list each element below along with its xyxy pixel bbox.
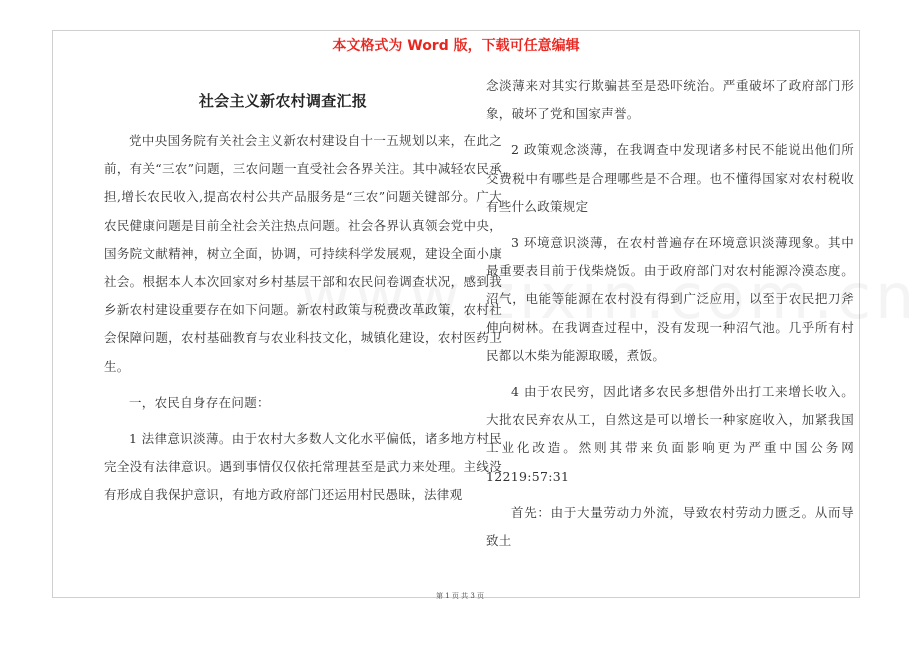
paragraph: 2 政策观念淡薄，在我调查中发现诸多村民不能说出他们所交费税中有哪些是合理哪些是不合理。也不懂得国家对农村税收有些什么政策规定: [486, 142, 854, 214]
paragraph: 一，农民自身存在问题：: [129, 394, 270, 410]
edit-notice-banner: 本文格式为 Word 版，下载可任意编辑: [332, 38, 580, 54]
paragraph: 念淡薄来对其实行欺骗甚至是恐吓统治。严重破坏了政府部门形象，破坏了党和国家声誉。: [486, 78, 854, 122]
right-column: [486, 72, 854, 563]
page-number-footer: 第 1 页 共 3 页: [435, 592, 485, 600]
paragraph: 1 法律意识淡薄。由于农村大多数人文化水平偏低，诸多地方村民完全没有法律意识。遇到事情仅仅依托常理甚至是武力来处理。主线没有形成自我保护意识，有地方政府部门还运用村民愚昧，法律观: [104, 431, 502, 503]
document-page: [52, 30, 860, 598]
left-column: [104, 75, 502, 518]
document-title: 社会主义新农村调查汇报: [198, 92, 368, 110]
paragraph: 党中央国务院有关社会主义新农村建设自十一五规划以来，在此之前，有关“三农”问题，三农问题一直受社会各界关注。其中减轻农民承担,增长农民收入,提高农村公共产品服务是“三农”问题关键部分。广大农民健康问题是目前全社会关注热点问题。社会各界认真领会党中央，国务院文献精神，树立全面，协调，可持续科学发展观，建设全面小康社会。根据本人本次回家对乡村基层干部和农民问卷调查状况，感到我乡新农村建设重要存在如下问题。新农村政策与税费改革政策，农村社会保障问题，农村基础教育与农业科技文化，城镇化建设，农村医药卫生。: [104, 133, 502, 374]
paragraph: 首先：由于大量劳动力外流，导致农村劳动力匮乏。从而导致土: [486, 504, 854, 549]
paragraph: 3 环境意识淡薄，在农村普遍存在环境意识淡薄现象。其中最重要表目前于伐柴烧饭。由于政府部门对农村能源冷漠态度。沼气，电能等能源在农村没有得到广泛应用，以至于农民把刀斧伸向树林。在我调查过程中，没有发现一种沼气池。几乎所有村民都以木柴为能源取暖，煮饭。: [486, 235, 854, 363]
paragraph: 4 由于农民穷，因此诸多农民多想借外出打工来增长收入。大批农民弃农从工，自然这是可以增长一种家庭收入，加紧我国工业化改造。然则其带来负面影响更为严重中国公务网 12219:57:31: [486, 384, 854, 484]
